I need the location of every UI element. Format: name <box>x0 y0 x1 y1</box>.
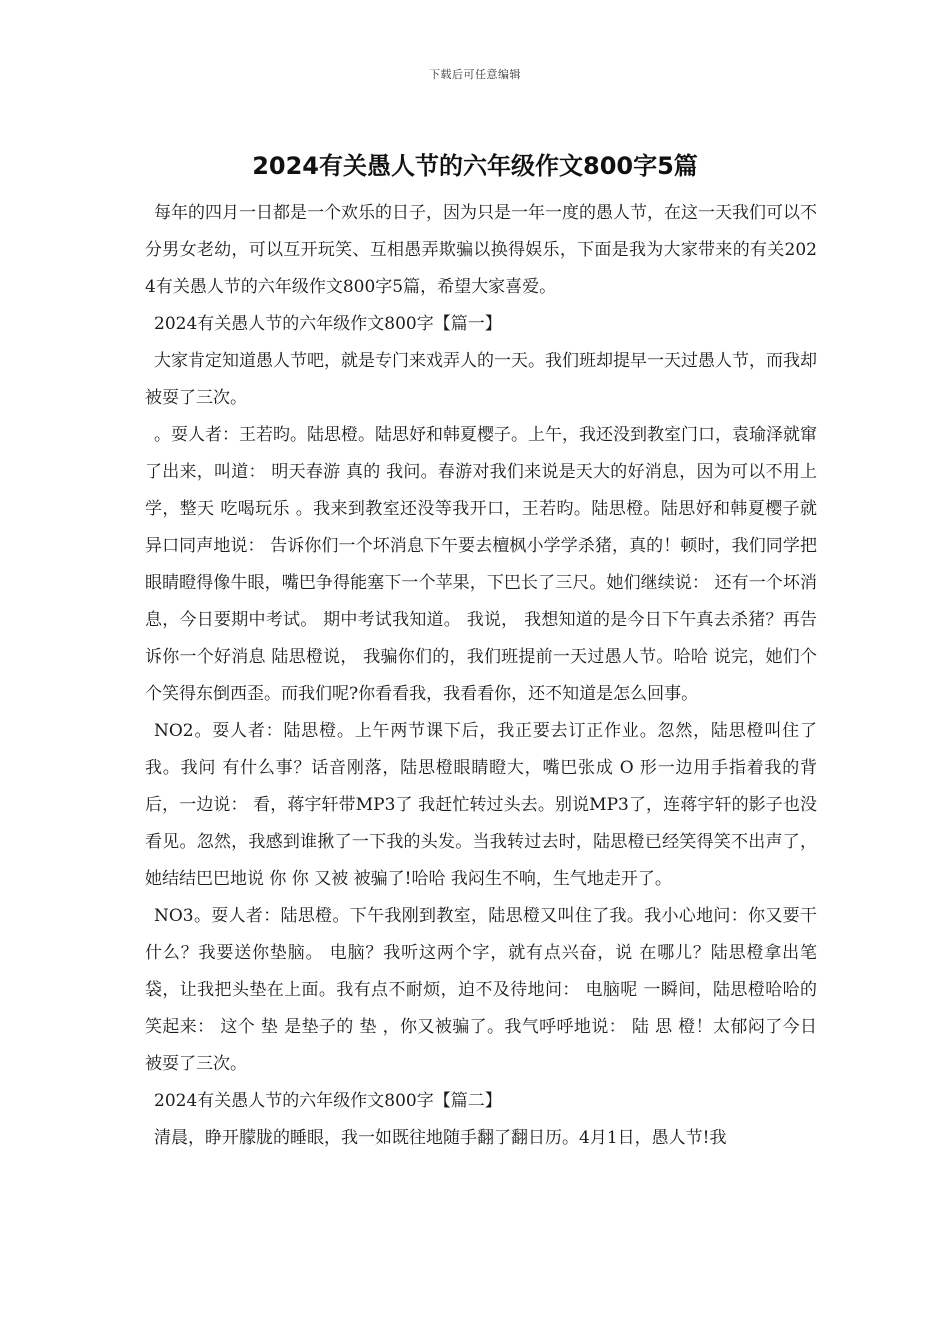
section-heading-2: 2024有关愚人节的六年级作文800字【篇二】 <box>154 1091 502 1111</box>
body-paragraph: NO3。耍人者：陆思橙。下午我刚到教室，陆思橙又叫住了我。我小心地问：你又要干什么？我要送你垫脑。 电脑？我听这两个字，就有点兴奋，说 在哪儿？陆思橙拿出笔袋，让我把头垫在上面。我有点不耐烦，迫不及待地问： 电脑呢 一瞬间，陆思橙哈哈的笑起来： 这个 垫 是垫子的 垫 ，你又被骗了。我气呼呼地说： 陆 思 橙！太郁闷了今日被耍了三次。 <box>145 906 817 1074</box>
section-heading-1: 2024有关愚人节的六年级作文800字【篇一】 <box>154 314 502 334</box>
body-paragraph: NO2。耍人者：陆思橙。上午两节课下后，我正要去订正作业。忽然，陆思橙叫住了我。我问 有什么事？话音刚落，陆思橙眼睛瞪大，嘴巴张成 O 形一边用手指着我的背后，一边说： 看，蒋宇轩带MP3了 我赶忙转过头去。别说MP3了，连蒋宇轩的影子也没看见。忽然，我感到谁揪了一下我的头发。当我转过去时，陆思橙已经笑得笑不出声了，她结结巴巴地说 你 你 又被 被骗了!哈哈 我闷生不响，生气地走开了。 <box>145 721 817 889</box>
body-paragraph: 清晨，睁开朦胧的睡眼，我一如既往地随手翻了翻日历。4月1日，愚人节!我 <box>154 1128 727 1148</box>
intro-paragraph: 每年的四月一日都是一个欢乐的日子，因为只是一年一度的愚人节，在这一天我们可以不分男女老幼，可以互开玩笑、互相愚弄欺骗以换得娱乐，下面是我为大家带来的有关2024有关愚人节的六年级作文800字5篇，希望大家喜爱。 <box>145 203 817 297</box>
document-title: 2024有关愚人节的六年级作文800字5篇 <box>252 152 698 180</box>
body-paragraph: 。耍人者：王若昀。陆思橙。陆思妤和韩夏樱子。上午，我还没到教室门口，袁瑜泽就窜了出来，叫道： 明天春游 真的 我问。春游对我们来说是天大的好消息，因为可以不用上学，整天 吃喝玩乐 。我来到教室还没等我开口，王若昀。陆思橙。陆思妤和韩夏樱子就异口同声地说： 告诉你们一个坏消息下午要去檀枫小学学杀猪，真的！顿时，我们同学把眼睛瞪得像牛眼，嘴巴争得能塞下一个苹果，下巴长了三尺。她们继续说： 还有一个坏消息，今日要期中考试。 期中考试我知道。 我说， 我想知道的是今日下午真去杀猪？再告诉你一个好消息 陆思橙说， 我骗你们的，我们班提前一天过愚人节。哈哈 说完，她们个个笑得东倒西歪。而我们呢?你看看我，我看看你，还不知道是怎么回事。 <box>145 425 817 704</box>
document-body <box>145 195 817 1157</box>
page-header-note: 下载后可任意编辑 <box>429 68 521 81</box>
body-paragraph: 大家肯定知道愚人节吧，就是专门来戏弄人的一天。我们班却提早一天过愚人节，而我却被耍了三次。 <box>145 351 817 408</box>
